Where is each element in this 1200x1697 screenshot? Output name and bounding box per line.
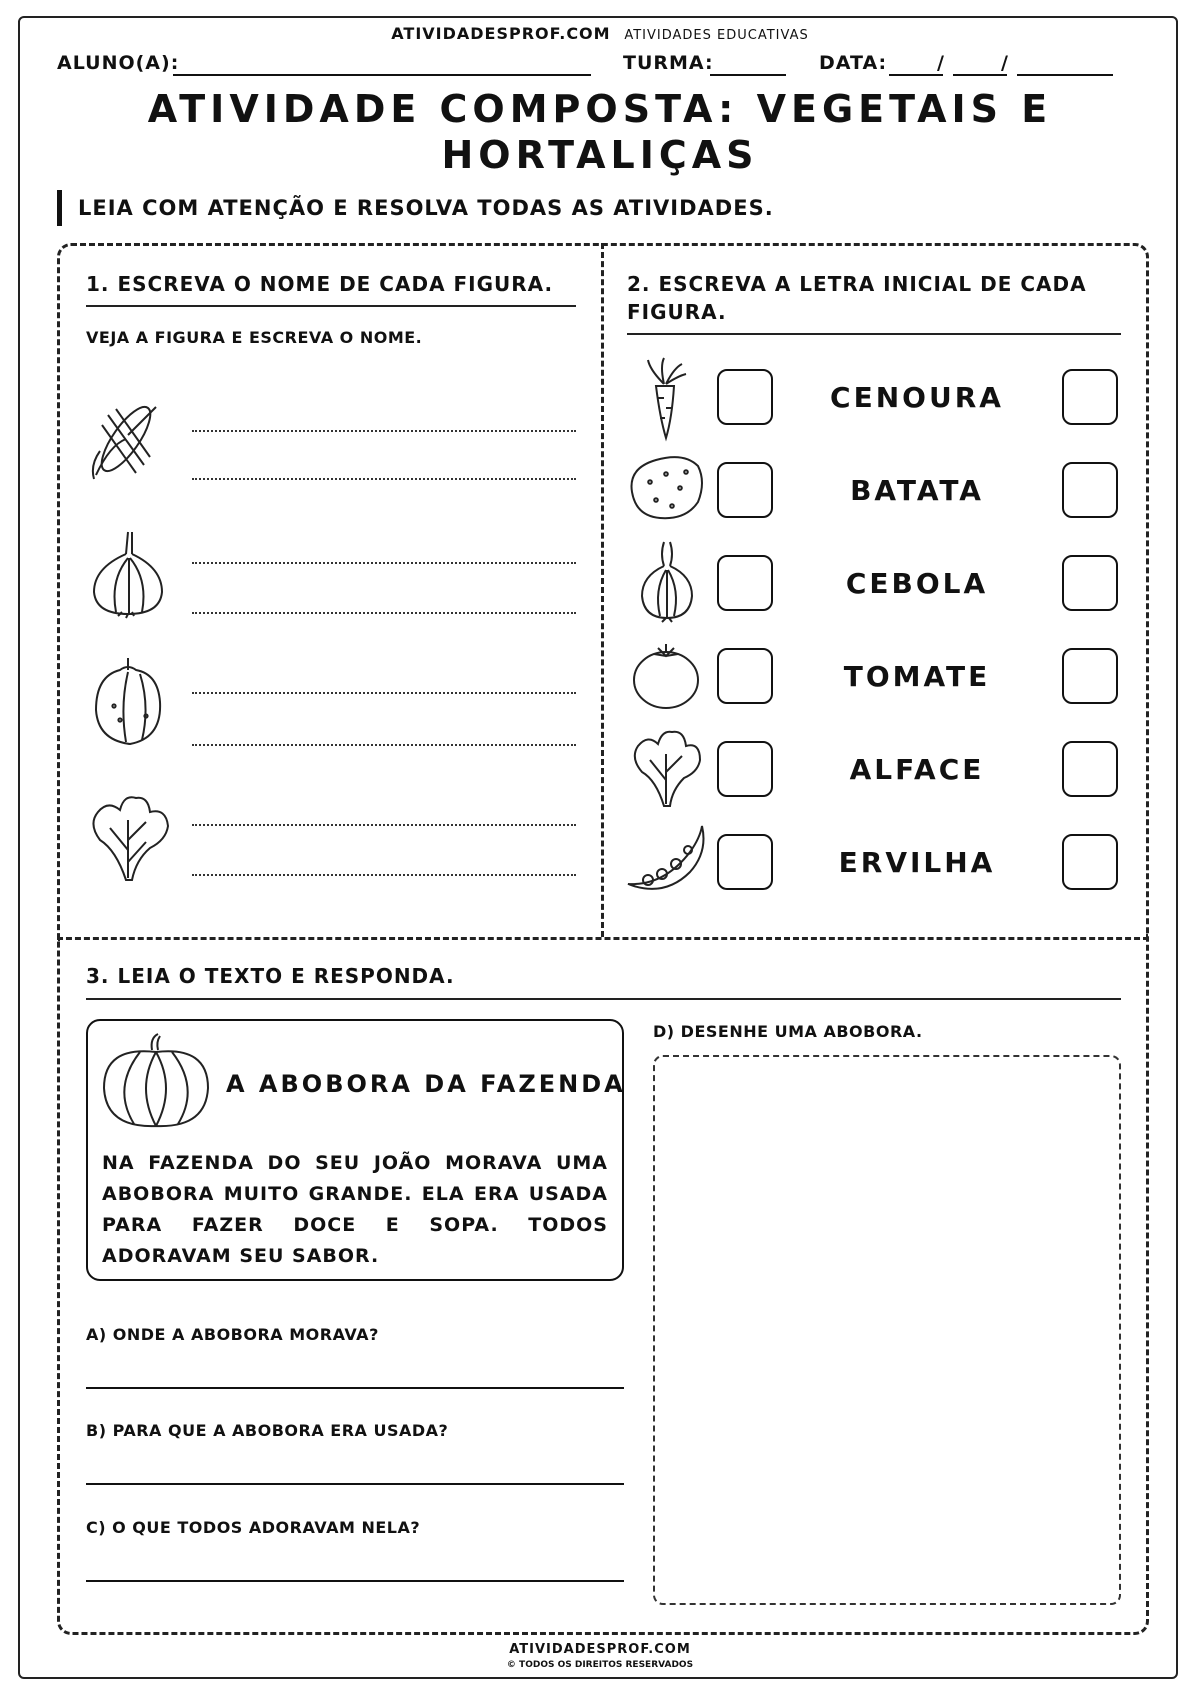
- site-name: ATIVIDADESPROF.COM: [391, 24, 611, 43]
- question-a: A) ONDE A ABOBORA MORAVA?: [86, 1325, 379, 1344]
- word-letter-box[interactable]: [1062, 741, 1118, 797]
- answer-line[interactable]: [192, 824, 576, 826]
- answer-line[interactable]: [192, 692, 576, 694]
- date-day-field[interactable]: [889, 74, 943, 76]
- instruction: LEIA COM ATENÇÃO E RESOLVA TODAS AS ATIVIDADES.: [57, 190, 774, 226]
- initial-letter-box[interactable]: [717, 555, 773, 611]
- vegetable-word: CENOURA: [830, 381, 1004, 414]
- section-1-heading: 1. ESCREVA O NOME DE CADA FIGURA.: [86, 272, 554, 296]
- student-fields: [57, 52, 1147, 82]
- vegetable-word: ERVILHA: [838, 846, 996, 879]
- answer-line[interactable]: [192, 478, 576, 480]
- onion-icon: [638, 540, 696, 624]
- word-letter-box[interactable]: [1062, 834, 1118, 890]
- answer-line[interactable]: [192, 562, 576, 564]
- question-d: D) DESENHE UMA ABOBORA.: [653, 1022, 923, 1041]
- tomato-icon: [630, 642, 702, 710]
- initial-letter-box[interactable]: [717, 741, 773, 797]
- section-2-heading: [627, 270, 1087, 326]
- answer-line[interactable]: [192, 430, 576, 432]
- corn-icon: [86, 395, 168, 487]
- date-slash: /: [1001, 52, 1009, 74]
- date-year-field[interactable]: [1017, 74, 1113, 76]
- answer-line[interactable]: [192, 612, 576, 614]
- story-title: A ABOBORA DA FAZENDA: [226, 1070, 626, 1098]
- aluno-label: ALUNO(A):: [57, 52, 180, 74]
- site-subtitle: ATIVIDADES EDUCATIVAS: [624, 28, 809, 43]
- initial-letter-box[interactable]: [717, 834, 773, 890]
- answer-line-a[interactable]: [86, 1387, 624, 1389]
- site-header: [0, 24, 1200, 43]
- lettuce-icon: [86, 790, 172, 884]
- section-1-rule: [86, 305, 576, 307]
- story-text: NA FAZENDA DO SEU JOÃO MORAVA UMA ABOBORA MUITO GRANDE. ELA ERA USADA PARA FAZER DOCE E SOPA. TODOS ADORAVAM SEU SABOR.: [102, 1152, 608, 1267]
- vegetable-word: CEBOLA: [845, 567, 989, 600]
- vegetable-word: BATATA: [850, 474, 984, 507]
- section-3-rule: [86, 998, 1121, 1000]
- drawing-area[interactable]: [653, 1055, 1121, 1605]
- data-label: DATA:: [819, 52, 888, 74]
- footer-rights: © TODOS OS DIREITOS RESERVADOS: [506, 1660, 694, 1670]
- answer-line-b[interactable]: [86, 1483, 624, 1485]
- question-b: B) PARA QUE A ABOBORA ERA USADA?: [86, 1421, 449, 1440]
- section-2-heading-line-1: 2. ESCREVA A LETRA INICIAL DE CADA: [627, 272, 1087, 296]
- footer-site: ATIVIDADESPROF.COM: [509, 1642, 691, 1657]
- word-letter-box[interactable]: [1062, 462, 1118, 518]
- word-letter-box[interactable]: [1062, 555, 1118, 611]
- title-line-1: ATIVIDADE COMPOSTA: VEGETAIS E: [147, 87, 1053, 131]
- page-title: [100, 86, 1100, 178]
- carrot-icon: [640, 358, 690, 440]
- lettuce-icon: [628, 726, 704, 808]
- section-divider: [601, 243, 604, 937]
- pepper-icon: [90, 656, 166, 748]
- initial-letter-box[interactable]: [717, 462, 773, 518]
- vegetable-word: TOMATE: [843, 660, 991, 693]
- potato-icon: [626, 452, 706, 522]
- date-slash: /: [937, 52, 945, 74]
- word-letter-box[interactable]: [1062, 369, 1118, 425]
- initial-letter-box[interactable]: [717, 369, 773, 425]
- initial-letter-box[interactable]: [717, 648, 773, 704]
- section-3-heading: 3. LEIA O TEXTO E RESPONDA.: [86, 964, 455, 988]
- word-letter-box[interactable]: [1062, 648, 1118, 704]
- pumpkin-icon: [100, 1032, 212, 1132]
- vegetable-word: ALFACE: [849, 753, 985, 786]
- section-1-subheading: VEJA A FIGURA E ESCREVA O NOME.: [86, 328, 423, 347]
- section-2-heading-line-2: FIGURA.: [627, 300, 727, 324]
- garlic-icon: [88, 528, 168, 620]
- turma-field[interactable]: [710, 74, 786, 76]
- answer-line-c[interactable]: [86, 1580, 624, 1582]
- date-month-field[interactable]: [953, 74, 1007, 76]
- question-c: C) O QUE TODOS ADORAVAM NELA?: [86, 1518, 421, 1537]
- title-line-2: HORTALIÇAS: [441, 133, 759, 177]
- aluno-field[interactable]: [173, 74, 591, 76]
- answer-line[interactable]: [192, 874, 576, 876]
- section-2-rule: [627, 333, 1121, 335]
- turma-label: TURMA:: [623, 52, 714, 74]
- answer-line[interactable]: [192, 744, 576, 746]
- pea-icon: [624, 822, 708, 896]
